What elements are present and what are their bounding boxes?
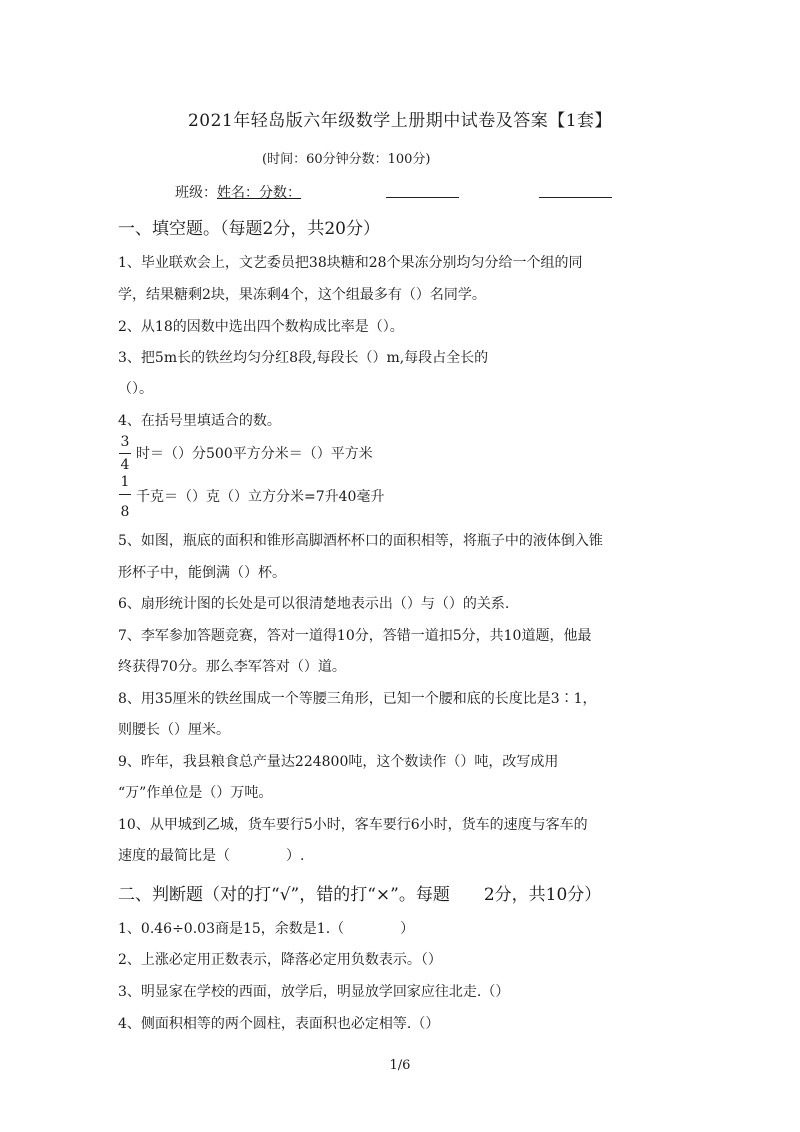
fraction-numerator: 1 (120, 474, 130, 490)
question-3-line-2: （）。 (118, 381, 153, 397)
question-10-line-2: 速度的最简比是（ ）. (118, 848, 305, 864)
question-9-line-2: “万”作单位是（）万吨。 (118, 785, 273, 801)
fraction-denominator: 4 (120, 457, 130, 473)
name-score-label: 姓名：分数： (217, 185, 301, 201)
judge-question-4: 4、侧面积相等的两个圆柱，表面积也必定相等.（） (118, 1016, 440, 1032)
question-3-line-1: 3、把5m长的铁丝均匀分红8段,每段长（）m,每段占全长的 (118, 350, 489, 366)
question-5-line-2: 形杯子中，能倒满（）杯。 (118, 565, 286, 581)
judge-question-1: 1、0.46÷0.03商是15，余数是1.（ ） (118, 921, 415, 937)
question-4: 4、在括号里填适合的数。 (118, 413, 281, 429)
question-6: 6、扇形统计图的长处是可以很清楚地表示出（）与（）的关系. (118, 596, 510, 612)
class-label: 班级： (175, 185, 217, 201)
name-blank[interactable] (386, 197, 459, 198)
question-7-line-2: 终获得70分。那么李军答对（）道。 (118, 659, 346, 675)
question-8-line-1: 8、用35厘米的铁丝围成一个等腰三角形，已知一个腰和底的长度比是3∶1， (118, 691, 597, 707)
student-info-line (175, 182, 301, 202)
fraction-bar (119, 453, 131, 454)
question-4-line-1: 时＝（）分500平方分米＝（）平方米 (136, 446, 373, 462)
exam-info: (时间：60分钟分数：100分) (262, 152, 431, 167)
judge-question-3: 3、明显家在学校的西面，放学后，明显放学回家应往北走.（） (118, 984, 510, 1000)
fraction-denominator: 8 (120, 504, 130, 520)
question-4-line-2: 千克＝（）克（）立方分米=7升40毫升 (136, 489, 385, 505)
question-1-line-1: 1、毕业联欢会上，文艺委员把38块糖和28个果冻分别均匀分给一个组的同 (118, 255, 583, 271)
page-number: 1/6 (389, 1058, 411, 1073)
judge-question-2: 2、上涨必定用正数表示，降落必定用负数表示。（） (118, 952, 442, 968)
question-1-line-2: 学，结果糖剩2块，果冻剩4个，这个组最多有（）名同学。 (118, 287, 486, 303)
question-5-line-1: 5、如图，瓶底的面积和锥形高脚酒杯杯口的面积相等，将瓶子中的液体倒入锥 (118, 533, 603, 549)
section-heading-true-false: 二、判断题（对的打“√”，错的打“×”。每题 2分，共10分） (118, 885, 602, 905)
question-8-line-2: 则腰长（）厘米。 (118, 722, 230, 738)
section-heading-fill-in: 一、填空题。（每题2分，共20分） (118, 219, 380, 239)
fraction-bar (119, 494, 131, 495)
fraction-numerator: 3 (120, 434, 130, 450)
page-title: 2021年轻岛版六年级数学上册期中试卷及答案【1套】 (187, 111, 613, 131)
score-blank[interactable] (539, 197, 612, 198)
question-2: 2、从18的因数中选出四个数构成比率是（）。 (118, 319, 404, 335)
question-10-line-1: 10、从甲城到乙城，货车要行5小时，客车要行6小时，货车的速度与客车的 (118, 817, 588, 833)
question-9-line-1: 9、昨年，我县粮食总产量达224800吨，这个数读作（）吨，改写成用 (118, 754, 559, 770)
question-7-line-1: 7、李军参加答题竞赛，答对一道得10分，答错一道扣5分，共10道题，他最 (118, 628, 592, 644)
